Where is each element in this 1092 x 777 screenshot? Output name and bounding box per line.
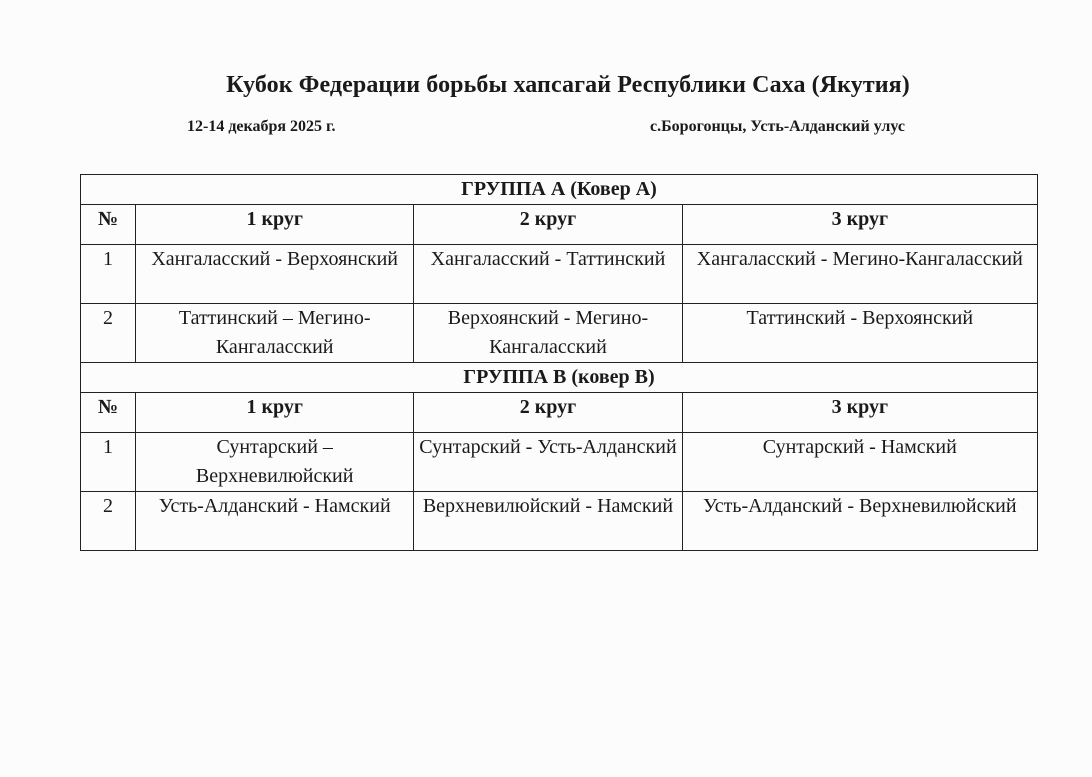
match-round-3: Таттинский - Верхоянский [682, 304, 1037, 363]
match-round-3: Хангаласский - Мегино-Кангаласский [682, 245, 1037, 304]
match-number: 2 [81, 304, 136, 363]
table-row [81, 245, 1038, 304]
table-row [81, 433, 1038, 492]
group-a-title: ГРУППА А (Ковер А) [81, 175, 1038, 205]
match-round-1: Сунтарский – Верхневилюйский [136, 433, 414, 492]
match-round-2: Верхоянский - Мегино-Кангаласский [414, 304, 682, 363]
column-header-round-2: 2 круг [414, 205, 682, 245]
table-row [81, 492, 1038, 551]
group-b-title-row [81, 363, 1038, 393]
column-header-round-1: 1 круг [136, 393, 414, 433]
event-location: с.Борогонцы, Усть-Алданский улус [650, 118, 905, 135]
column-header-round-2: 2 круг [414, 393, 682, 433]
match-round-2: Сунтарский - Усть-Алданский [414, 433, 682, 492]
column-header-number: № [81, 205, 136, 245]
group-b-title: ГРУППА В (ковер В) [81, 363, 1038, 393]
group-a-header-row [81, 205, 1038, 245]
match-round-1: Таттинский – Мегино-Кангаласский [136, 304, 414, 363]
group-a-title-row [81, 175, 1038, 205]
match-round-3: Усть-Алданский - Верхневилюйский [682, 492, 1037, 551]
column-header-number: № [81, 393, 136, 433]
match-round-2: Хангаласский - Таттинский [414, 245, 682, 304]
schedule-table [80, 174, 1038, 551]
match-round-3: Сунтарский - Намский [682, 433, 1037, 492]
column-header-round-1: 1 круг [136, 205, 414, 245]
document-title: Кубок Федерации борьбы хапсагай Республики Саха (Якутия) [226, 72, 910, 98]
match-number: 1 [81, 433, 136, 492]
match-round-1: Усть-Алданский - Намский [136, 492, 414, 551]
column-header-round-3: 3 круг [682, 393, 1037, 433]
group-b-header-row [81, 393, 1038, 433]
column-header-round-3: 3 круг [682, 205, 1037, 245]
match-number: 2 [81, 492, 136, 551]
match-number: 1 [81, 245, 136, 304]
match-round-1: Хангаласский - Верхоянский [136, 245, 414, 304]
event-date: 12-14 декабря 2025 г. [187, 118, 336, 135]
table-row [81, 304, 1038, 363]
match-round-2: Верхневилюйский - Намский [414, 492, 682, 551]
